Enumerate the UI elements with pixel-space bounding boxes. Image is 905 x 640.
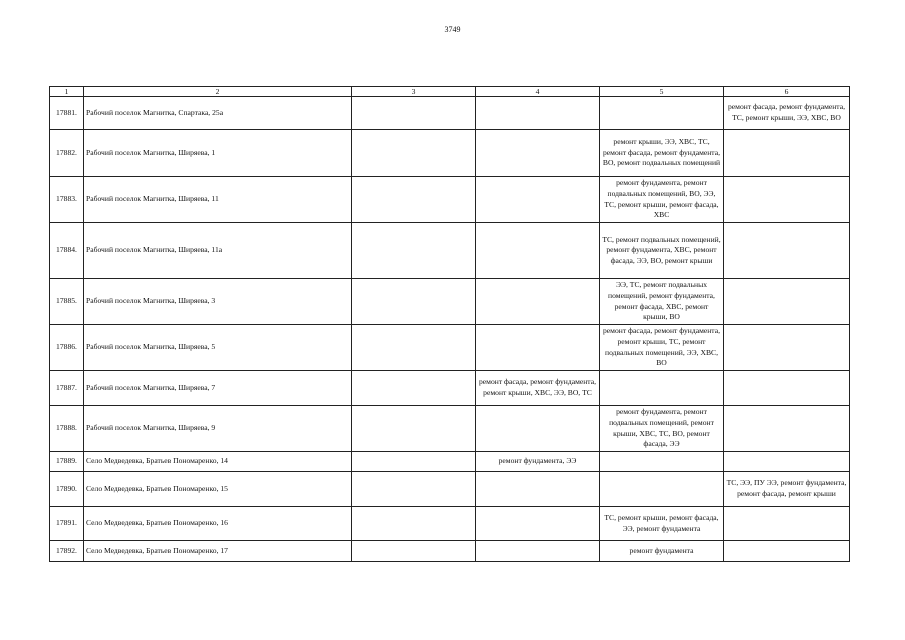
- table-row: [50, 406, 850, 452]
- row-number: 17891.: [50, 507, 84, 541]
- header-cell: 2: [84, 87, 352, 97]
- column-3-cell: [352, 279, 476, 325]
- column-6-cell: [724, 223, 850, 279]
- column-5-cell: [600, 452, 724, 472]
- table-row: [50, 472, 850, 507]
- address-cell: Село Медведевка, Братьев Пономаренко, 14: [84, 452, 352, 472]
- column-5-cell: [600, 472, 724, 507]
- column-5-cell: [600, 97, 724, 130]
- column-5-cell: ремонт фасада, ремонт фундамента, ремонт крыши, ТС, ремонт подвальных помещений, ЭЭ, ХВС, ВО: [600, 325, 724, 371]
- address-cell: Рабочий поселок Магнитка, Ширяева, 11: [84, 177, 352, 223]
- column-6-cell: [724, 130, 850, 177]
- column-4-cell: [476, 223, 600, 279]
- address-cell: Село Медведевка, Братьев Пономаренко, 17: [84, 541, 352, 562]
- row-number: 17883.: [50, 177, 84, 223]
- column-3-cell: [352, 177, 476, 223]
- table-row: [50, 371, 850, 406]
- works-table: [49, 86, 850, 562]
- table-row: [50, 130, 850, 177]
- column-6-cell: ТС, ЭЭ, ПУ ЭЭ, ремонт фундамента, ремонт фасада, ремонт крыши: [724, 472, 850, 507]
- row-number: 17882.: [50, 130, 84, 177]
- table-row: [50, 541, 850, 562]
- column-6-cell: [724, 177, 850, 223]
- column-3-cell: [352, 371, 476, 406]
- column-3-cell: [352, 130, 476, 177]
- column-4-cell: [476, 541, 600, 562]
- table-row: [50, 279, 850, 325]
- table-row: [50, 507, 850, 541]
- address-cell: Село Медведевка, Братьев Пономаренко, 16: [84, 507, 352, 541]
- address-cell: Село Медведевка, Братьев Пономаренко, 15: [84, 472, 352, 507]
- column-5-cell: [600, 371, 724, 406]
- column-4-cell: [476, 177, 600, 223]
- address-cell: Рабочий поселок Магнитка, Спартака, 25а: [84, 97, 352, 130]
- column-5-cell: ремонт фундамента: [600, 541, 724, 562]
- header-cell: 3: [352, 87, 476, 97]
- address-cell: Рабочий поселок Магнитка, Ширяева, 3: [84, 279, 352, 325]
- column-6-cell: [724, 406, 850, 452]
- page-number: 3749: [444, 25, 461, 34]
- address-cell: Рабочий поселок Магнитка, Ширяева, 5: [84, 325, 352, 371]
- column-3-cell: [352, 223, 476, 279]
- column-5-cell: ТС, ремонт подвальных помещений, ремонт фундамента, ХВС, ремонт фасада, ЭЭ, ВО, ремонт крыши: [600, 223, 724, 279]
- row-number: 17890.: [50, 472, 84, 507]
- column-3-cell: [352, 472, 476, 507]
- header-cell: 4: [476, 87, 600, 97]
- column-4-cell: [476, 325, 600, 371]
- table-row: [50, 325, 850, 371]
- column-4-cell: [476, 472, 600, 507]
- table-row: [50, 223, 850, 279]
- column-4-cell: [476, 130, 600, 177]
- column-6-cell: ремонт фасада, ремонт фундамента, ТС, ремонт крыши, ЭЭ, ХВС, ВО: [724, 97, 850, 130]
- row-number: 17881.: [50, 97, 84, 130]
- header-row: [50, 87, 850, 97]
- table-row: [50, 452, 850, 472]
- column-6-cell: [724, 279, 850, 325]
- row-number: 17892.: [50, 541, 84, 562]
- column-5-cell: ЭЭ, ТС, ремонт подвальных помещений, ремонт фундамента, ремонт фасада, ХВС, ремонт крыши, ВО: [600, 279, 724, 325]
- column-5-cell: ТС, ремонт крыши, ремонт фасада, ЭЭ, ремонт фундамента: [600, 507, 724, 541]
- column-3-cell: [352, 452, 476, 472]
- row-number: 17887.: [50, 371, 84, 406]
- column-4-cell: [476, 507, 600, 541]
- column-4-cell: ремонт фасада, ремонт фундамента, ремонт крыши, ХВС, ЭЭ, ВО, ТС: [476, 371, 600, 406]
- column-3-cell: [352, 541, 476, 562]
- column-3-cell: [352, 507, 476, 541]
- column-4-cell: [476, 97, 600, 130]
- header-cell: 1: [50, 87, 84, 97]
- address-cell: Рабочий поселок Магнитка, Ширяева, 11а: [84, 223, 352, 279]
- column-3-cell: [352, 325, 476, 371]
- column-3-cell: [352, 97, 476, 130]
- table-row: [50, 177, 850, 223]
- column-4-cell: [476, 279, 600, 325]
- column-6-cell: [724, 541, 850, 562]
- column-6-cell: [724, 452, 850, 472]
- address-cell: Рабочий поселок Магнитка, Ширяева, 1: [84, 130, 352, 177]
- row-number: 17888.: [50, 406, 84, 452]
- table-row: [50, 97, 850, 130]
- address-cell: Рабочий поселок Магнитка, Ширяева, 7: [84, 371, 352, 406]
- column-6-cell: [724, 507, 850, 541]
- column-4-cell: ремонт фундамента, ЭЭ: [476, 452, 600, 472]
- header-cell: 6: [724, 87, 850, 97]
- column-5-cell: ремонт фундамента, ремонт подвальных помещений, ремонт крыши, ХВС, ТС, ВО, ремонт фасада, ЭЭ: [600, 406, 724, 452]
- row-number: 17885.: [50, 279, 84, 325]
- row-number: 17889.: [50, 452, 84, 472]
- header-cell: 5: [600, 87, 724, 97]
- column-3-cell: [352, 406, 476, 452]
- row-number: 17884.: [50, 223, 84, 279]
- address-cell: Рабочий поселок Магнитка, Ширяева, 9: [84, 406, 352, 452]
- column-5-cell: ремонт крыши, ЭЭ, ХВС, ТС, ремонт фасада, ремонт фундамента, ВО, ремонт подвальных помещений: [600, 130, 724, 177]
- column-4-cell: [476, 406, 600, 452]
- column-5-cell: ремонт фундамента, ремонт подвальных помещений, ВО, ЭЭ, ТС, ремонт крыши, ремонт фасада, ХВС: [600, 177, 724, 223]
- row-number: 17886.: [50, 325, 84, 371]
- column-6-cell: [724, 325, 850, 371]
- column-6-cell: [724, 371, 850, 406]
